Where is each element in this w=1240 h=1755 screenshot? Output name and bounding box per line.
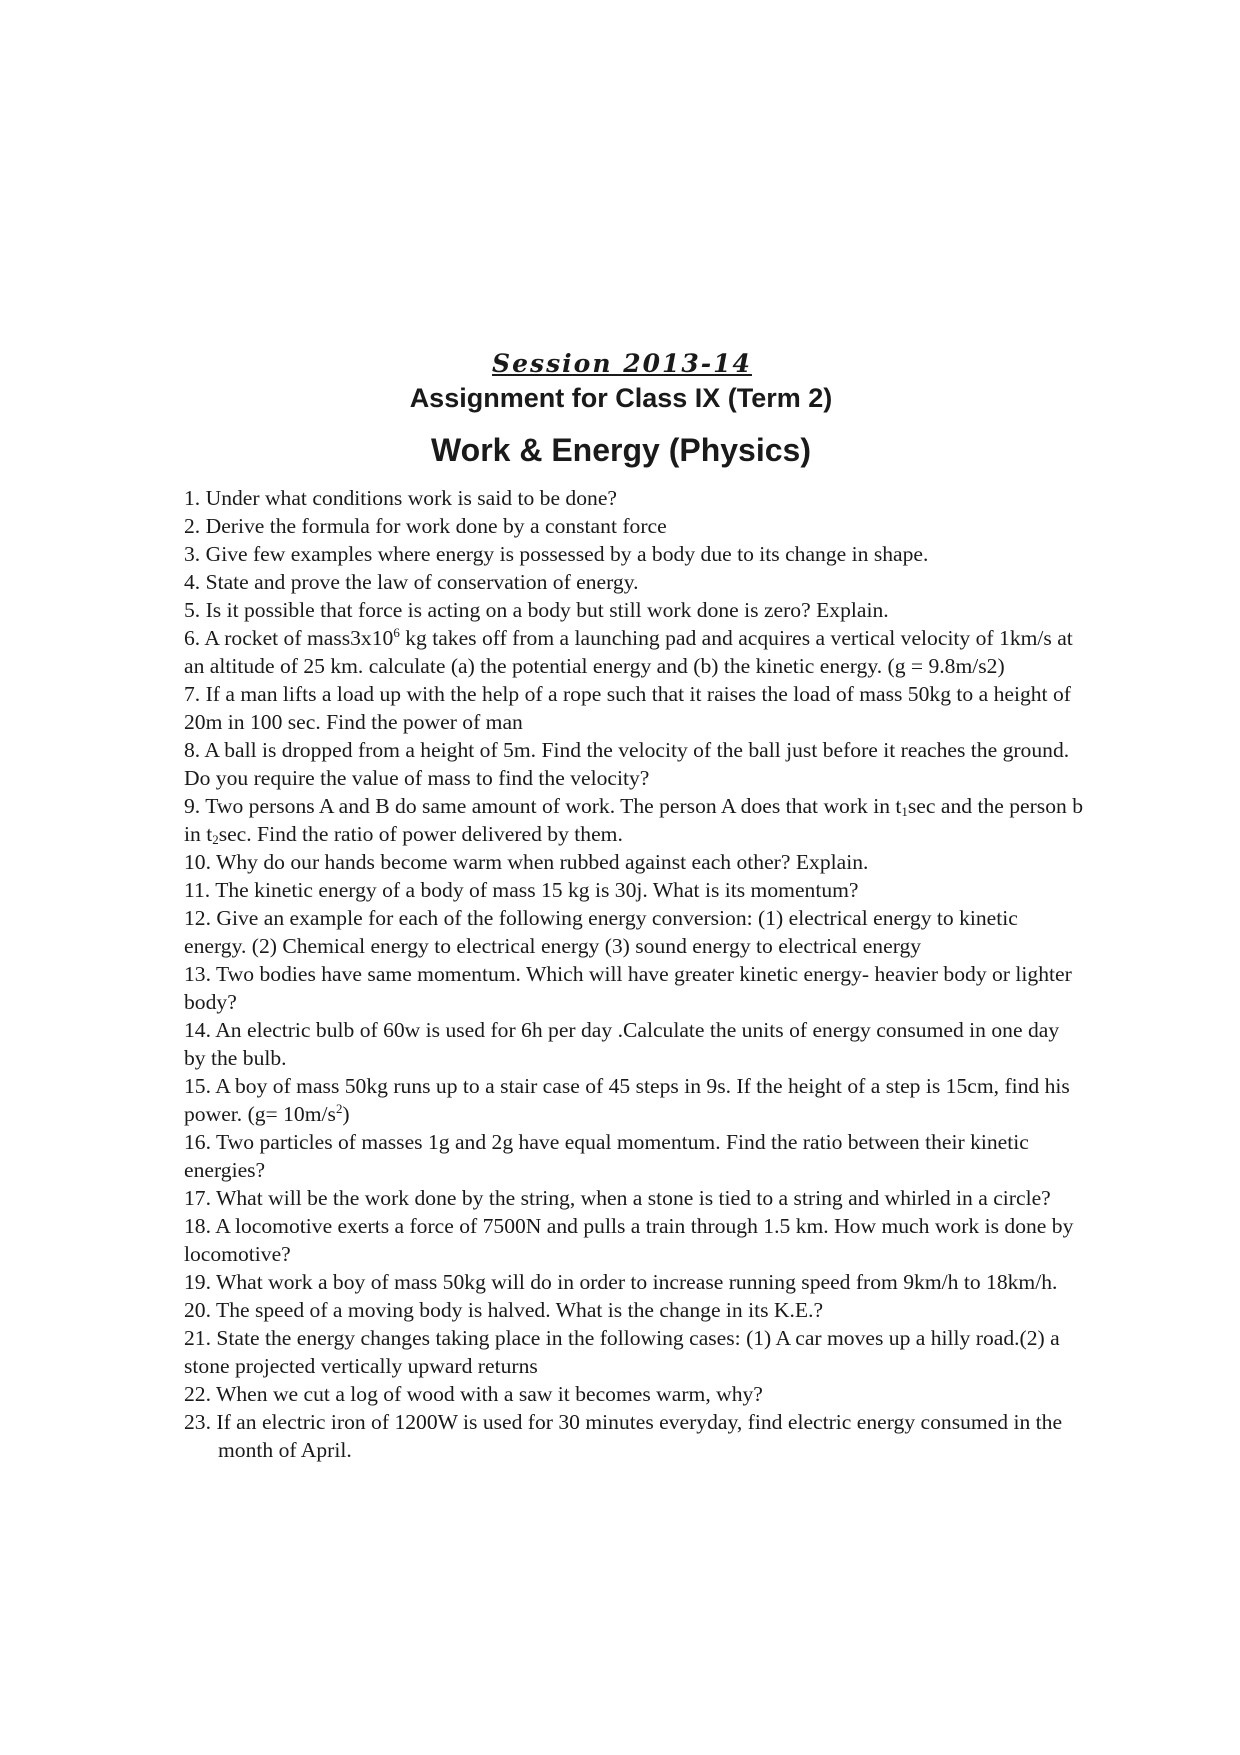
question-item: 11. The kinetic energy of a body of mass 15 kg is 30j. What is its momentum? bbox=[184, 878, 859, 902]
question-item: 12. Give an example for each of the following energy conversion: (1) electrical energy to kinetic energy. (2) Chemical energy to electrical energy (3) sound energy to electrical energy bbox=[184, 906, 1018, 958]
question-item: 21. State the energy changes taking place in the following cases: (1) A car moves up a hilly road.(2) a stone projected vertically upward returns bbox=[184, 1326, 1060, 1378]
question-item bbox=[184, 1072, 1084, 1128]
question-item: 4. State and prove the law of conservation of energy. bbox=[184, 570, 639, 594]
question-item: 1. Under what conditions work is said to be done? bbox=[184, 486, 617, 510]
question-text: 9. Two persons A and B do same amount of work. The person A does that work in t bbox=[184, 794, 902, 818]
page-title: Work & Energy (Physics) bbox=[431, 432, 811, 468]
question-item: 10. Why do our hands become warm when rubbed against each other? Explain. bbox=[184, 850, 869, 874]
question-item: 2. Derive the formula for work done by a constant force bbox=[184, 514, 667, 538]
question-item: 3. Give few examples where energy is possessed by a body due to its change in shape. bbox=[184, 542, 929, 566]
question-item: 22. When we cut a log of wood with a saw it becomes warm, why? bbox=[184, 1382, 763, 1406]
question-item: 8. A ball is dropped from a height of 5m. Find the velocity of the ball just before it reaches the ground. Do you require the value of mass to find the velocity? bbox=[184, 738, 1070, 790]
question-item bbox=[184, 792, 1084, 848]
subscript: 2 bbox=[212, 832, 219, 847]
question-item: 17. What will be the work done by the string, when a stone is tied to a string and whirled in a circle? bbox=[184, 1186, 1051, 1210]
question-item: 16. Two particles of masses 1g and 2g have equal momentum. Find the ratio between their kinetic energies? bbox=[184, 1130, 1029, 1182]
question-item: 18. A locomotive exerts a force of 7500N and pulls a train through 1.5 km. How much work is done by locomotive? bbox=[184, 1214, 1074, 1266]
subscript: 1 bbox=[901, 804, 908, 819]
question-text: sec. Find the ratio of power delivered by them. bbox=[218, 822, 623, 846]
question-text: 6. A rocket of mass3x10 bbox=[184, 626, 394, 650]
question-item bbox=[184, 624, 1084, 680]
assignment-heading: Assignment for Class IX (Term 2) bbox=[409, 383, 833, 413]
question-item: 20. The speed of a moving body is halved. What is the change in its K.E.? bbox=[184, 1298, 824, 1322]
question-item: 19. What work a boy of mass 50kg will do in order to increase running speed from 9km/h to 18km/h. bbox=[184, 1270, 1058, 1294]
question-item: 7. If a man lifts a load up with the help of a rope such that it raises the load of mass 50kg to a height of 20m in 100 sec. Find the power of man bbox=[184, 682, 1071, 734]
session-heading: Session 2013-14 bbox=[492, 349, 752, 378]
superscript: 6 bbox=[393, 625, 400, 640]
question-item: 13. Two bodies have same momentum. Which will have greater kinetic energy- heavier body or lighter body? bbox=[184, 962, 1072, 1014]
question-text: kg takes off from a launching pad and acquires a vertical velocity of 1km/s at an altitude of 25 km. calculate (a) the potential energy and (b) the kinetic energy. (g = 9.8m/s2) bbox=[184, 626, 1073, 678]
question-text: 15. A boy of mass 50kg runs up to a stair case of 45 steps in 9s. If the height of a step is 15cm, find his power. (g= 10m/s bbox=[184, 1074, 1070, 1126]
question-text: ) bbox=[342, 1102, 350, 1126]
question-item: 23. If an electric iron of 1200W is used for 30 minutes everyday, find electric energy consumed in the month of April. bbox=[184, 1410, 1063, 1462]
superscript: 2 bbox=[335, 1101, 343, 1116]
question-item: 5. Is it possible that force is acting on a body but still work done is zero? Explain. bbox=[184, 598, 889, 622]
question-item: 14. An electric bulb of 60w is used for 6h per day .Calculate the units of energy consumed in one day by the bulb. bbox=[184, 1018, 1060, 1070]
question-list bbox=[184, 484, 1084, 1464]
question-text: sec and the person b in t bbox=[184, 794, 1083, 846]
